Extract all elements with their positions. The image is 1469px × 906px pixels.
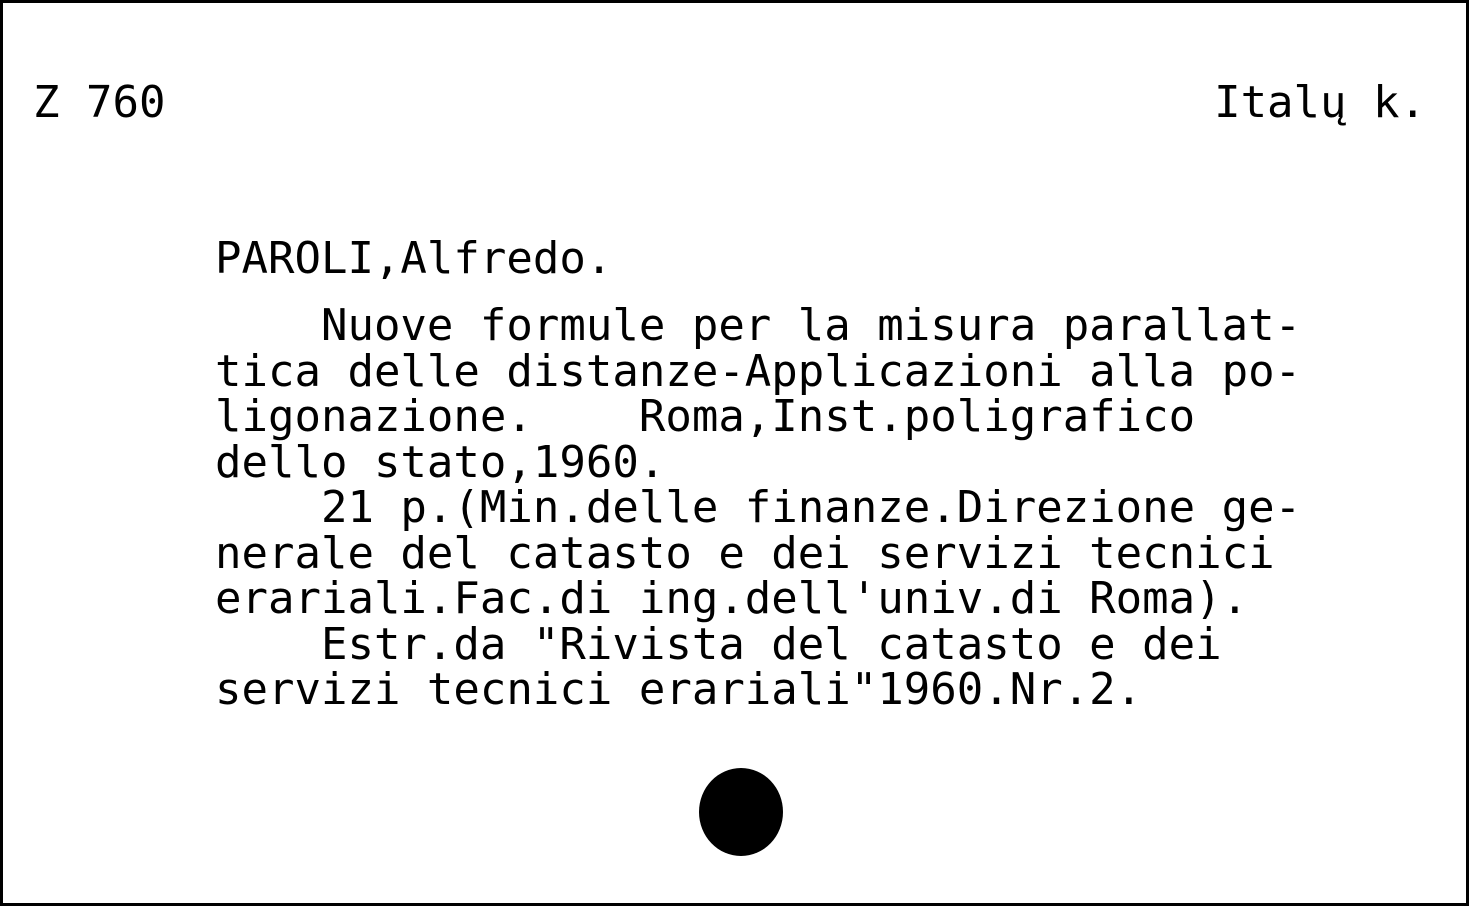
description-line: Nuove formule per la misura parallat-: [215, 300, 1302, 351]
description-line: ligonazione. Roma,Inst.poligrafico: [215, 391, 1196, 442]
description-line: 21 p.(Min.delle finanze.Direzione ge-: [215, 482, 1302, 533]
punch-hole: [699, 768, 783, 856]
description-line: nerale del catasto e dei servizi tecnici: [215, 527, 1275, 579]
description-line: tica delle distanze-Applicazioni alla po-: [215, 345, 1302, 397]
description-line: Estr.da "Rivista del catasto e dei: [215, 618, 1222, 670]
bibliographic-description: [215, 300, 1460, 715]
collection-label: Italų k.: [1214, 77, 1426, 128]
author-heading: PAROLI,Alfredo.: [215, 233, 613, 284]
call-number: Z 760: [33, 77, 166, 128]
description-line: erariali.Fac.di ing.dell'univ.di Roma).: [215, 573, 1249, 624]
description-line: servizi tecnici erariali"1960.Nr.2.: [215, 664, 1143, 715]
description-line: dello stato,1960.: [215, 436, 666, 488]
